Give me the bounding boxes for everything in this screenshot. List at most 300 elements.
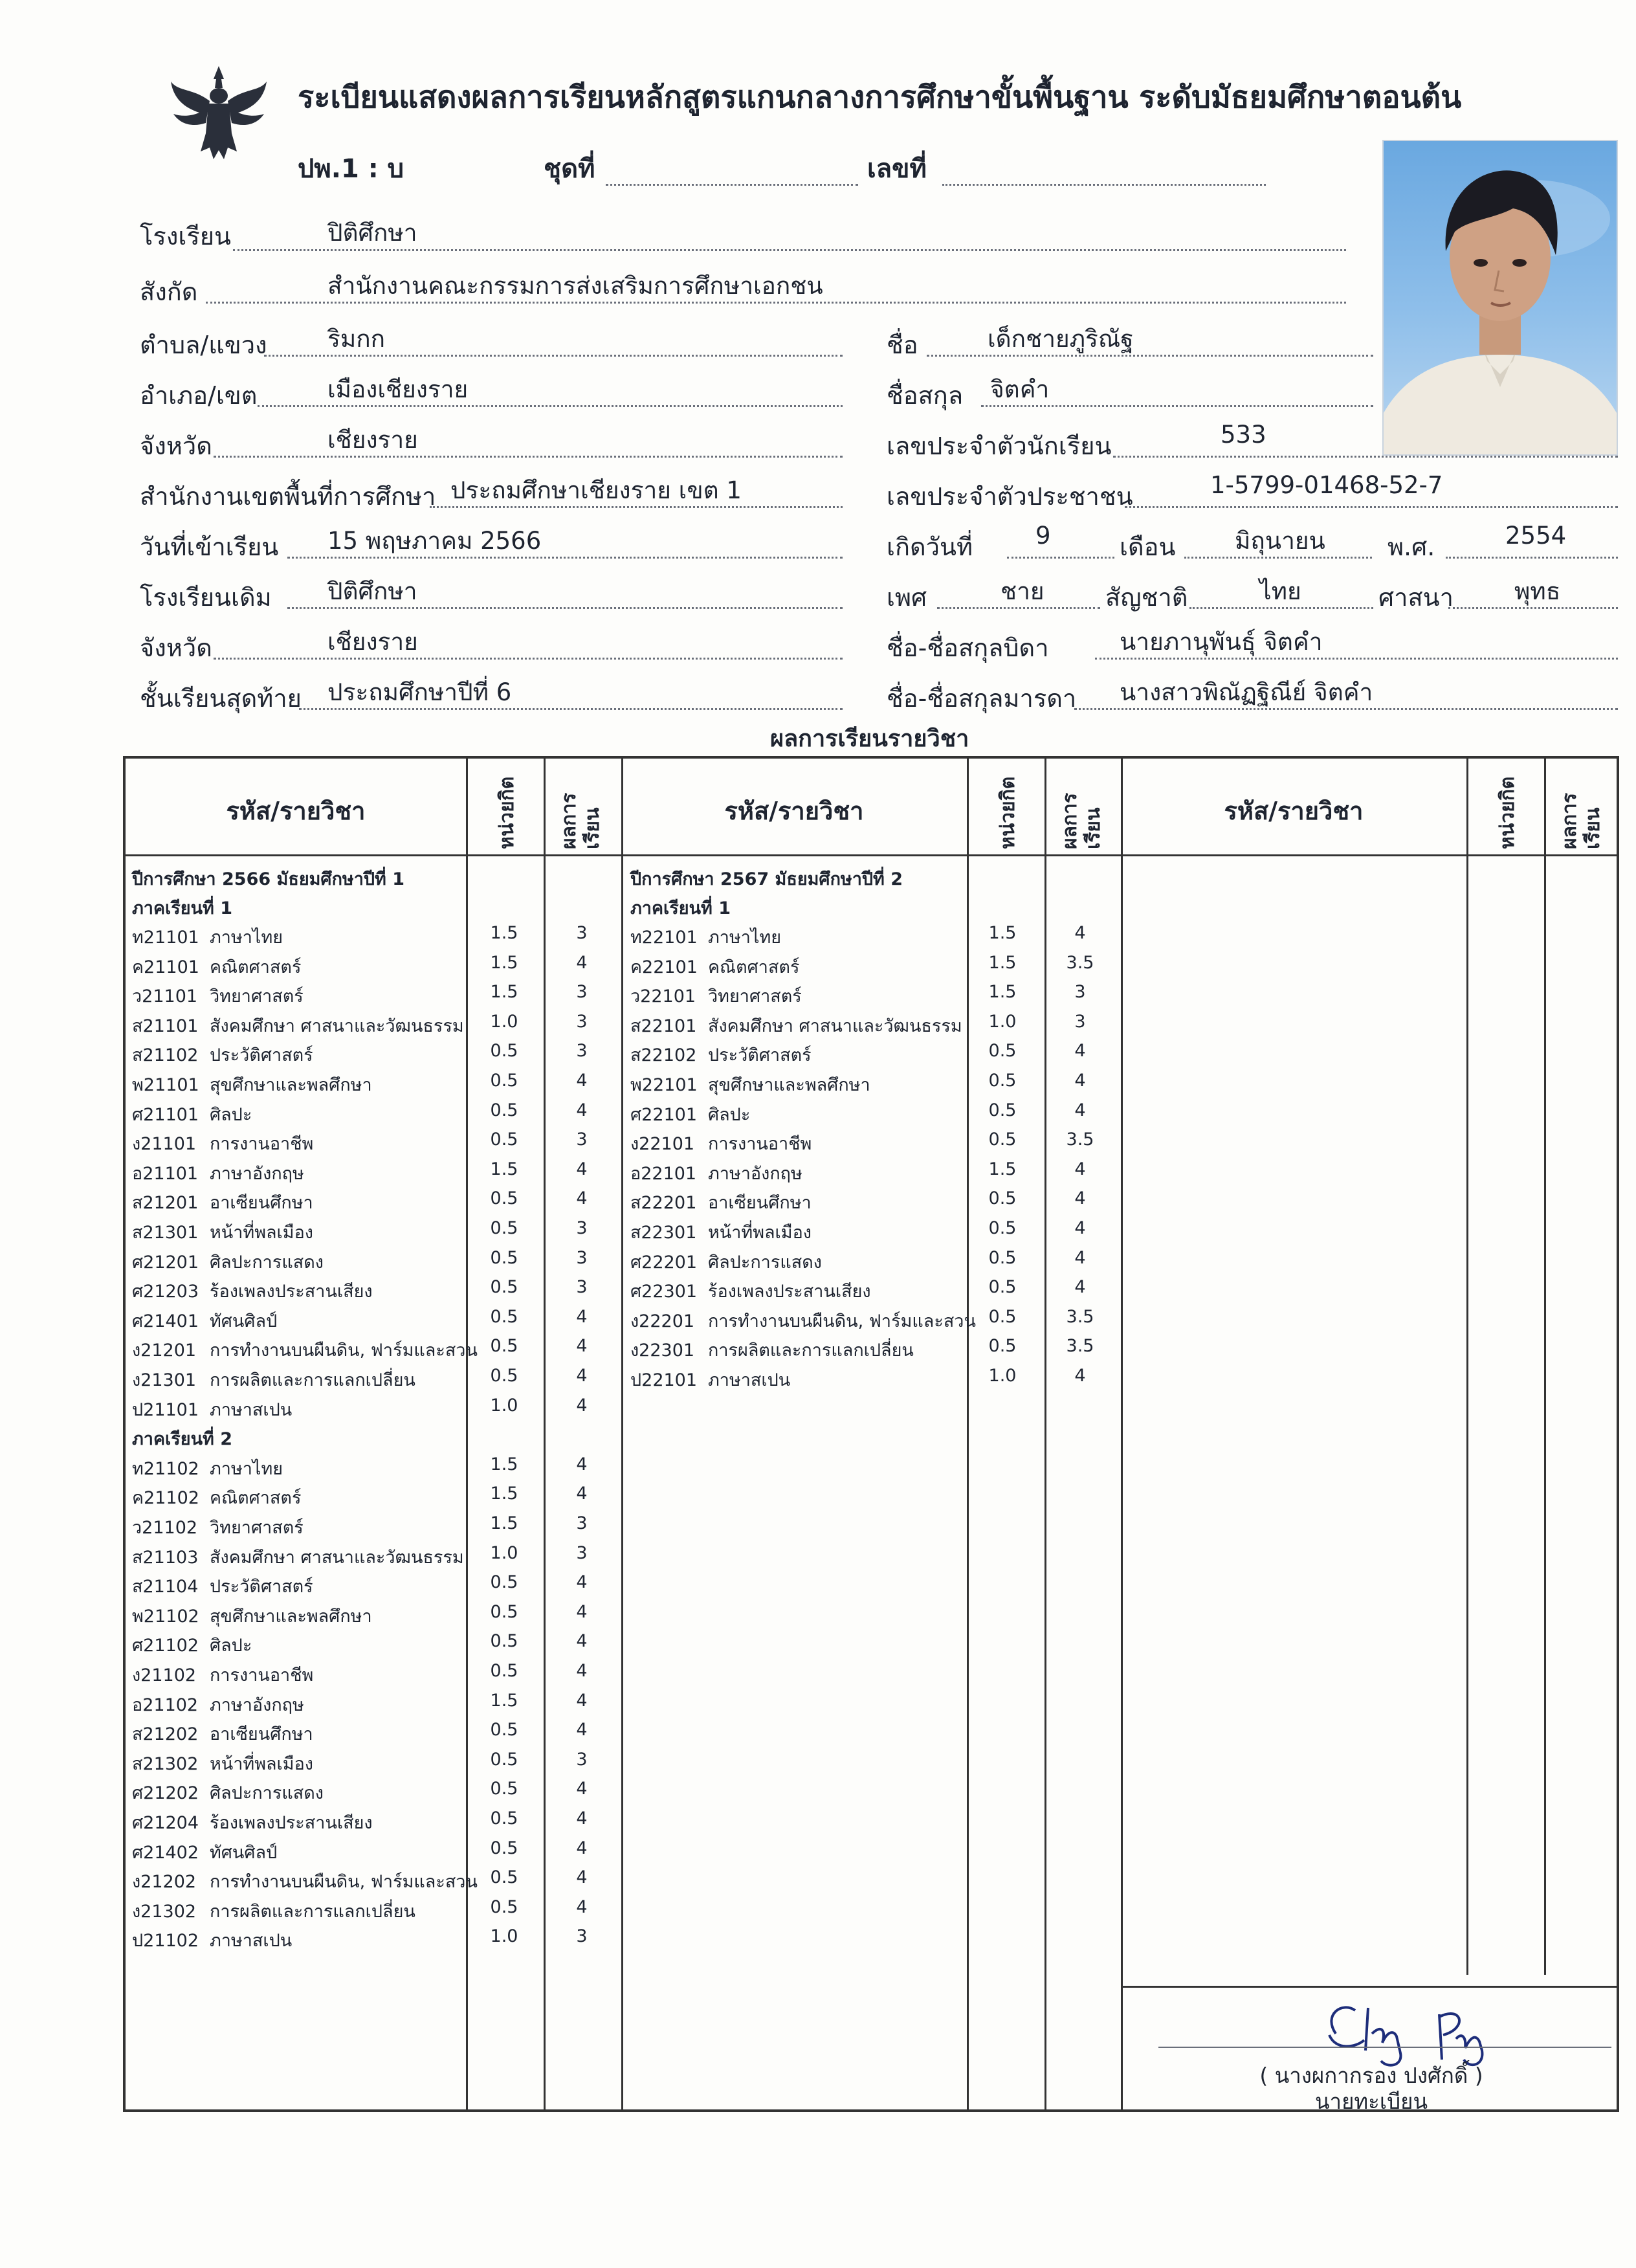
credit-value: 0.5 (988, 1100, 1017, 1120)
subject-name: ร้องเพลงประสานเสียง (210, 1813, 373, 1833)
affiliation-label: สังกัด (140, 278, 198, 306)
subject-code: ง21201 (132, 1340, 197, 1361)
credit-value: 1.5 (988, 952, 1017, 973)
subject-name: วิทยาศาสตร์ (210, 1518, 304, 1538)
subject-code: ส21102 (132, 1045, 199, 1066)
col-subject-header-1: รหัส/รายวิชา (226, 797, 366, 825)
grade-value: 4 (576, 1690, 588, 1711)
subject-name: สังคมศึกษา ศาสนาและวัฒนธรรม (210, 1016, 464, 1036)
mother-label: ชื่อ-ชื่อสกุลมารดา (887, 684, 1077, 713)
subject-name: การผลิตและการแลกเปลี่ยน (210, 1901, 415, 1922)
grade-value: 4 (1074, 1277, 1086, 1298)
subject-name: การทำงานบนผืนดิน, ฟาร์มและสวน (210, 1340, 478, 1361)
credit-value: 0.5 (490, 1838, 518, 1858)
credit-value: 0.5 (490, 1218, 518, 1238)
subject-name: อาเซียนศึกษา (708, 1193, 812, 1214)
student-photo (1382, 140, 1618, 456)
subject-name: ภาษาไทย (210, 928, 283, 948)
religion-label: ศาสนา (1378, 583, 1454, 612)
col-grade-header-1: ผลการเรียน (558, 792, 604, 849)
col-credit-header-2: หน่วยกิต (997, 776, 1019, 849)
credit-value: 0.5 (988, 1218, 1017, 1238)
subject-code: ว21102 (132, 1518, 198, 1538)
table-row (132, 1779, 624, 1808)
affiliation-value: สำนักงานคณะกรรมการส่งเสริมการศึกษาเอกชน (327, 272, 823, 300)
birth-year-line (1446, 557, 1618, 559)
table-row (132, 1218, 624, 1247)
table-row (132, 1661, 624, 1690)
subdistrict-value: ริมกก (327, 325, 386, 353)
subject-name: คณิตศาสตร์ (210, 1488, 302, 1509)
birth-year-value: 2554 (1505, 522, 1567, 550)
birth-year-label: พ.ศ. (1387, 533, 1435, 561)
student-id-label: เลขประจำตัวนักเรียน (887, 432, 1112, 460)
col-subject-header-3: รหัส/รายวิชา (1224, 797, 1364, 825)
table-row (630, 1307, 1122, 1336)
credit-value: 0.5 (490, 1366, 518, 1386)
grade-value: 3 (576, 1218, 588, 1238)
grade-value: 3 (576, 1041, 588, 1062)
subject-code: ท22101 (630, 928, 698, 948)
table-row (630, 1218, 1122, 1247)
col-grade-header-3: ผลการเรียน (1558, 792, 1604, 849)
subject-code: ง21202 (132, 1872, 197, 1893)
subject-code: ส22301 (630, 1223, 697, 1243)
province-label: จังหวัด (140, 432, 212, 460)
area-office-value: ประถมศึกษาเชียงราย เขต 1 (450, 476, 742, 504)
grade-value: 4 (576, 1661, 588, 1681)
table-row (132, 1188, 624, 1217)
grade-value: 4 (576, 1395, 588, 1416)
subject-name: คณิตศาสตร์ (708, 957, 800, 977)
credit-value: 0.5 (988, 1129, 1017, 1150)
subject-code: ส21101 (132, 1016, 199, 1036)
subject-name: หน้าที่พลเมือง (210, 1223, 313, 1243)
subject-code: ค21101 (132, 957, 199, 977)
credit-value: 0.5 (988, 1071, 1017, 1091)
subject-code: ง21101 (132, 1134, 197, 1155)
year1-term2-title: ภาคเรียนที่ 2 (132, 1429, 233, 1450)
credit-value: 0.5 (490, 1277, 518, 1298)
grade-value: 4 (576, 1484, 588, 1504)
results-section-title: ผลการเรียนรายวิชา (770, 726, 969, 752)
subject-name: ทัศนศิลป์ (210, 1311, 278, 1331)
student-id-value: 533 (1221, 421, 1266, 449)
table-row (630, 1277, 1122, 1306)
subject-code: ศ21101 (132, 1104, 199, 1125)
credit-value: 0.5 (490, 1661, 518, 1681)
sex-label: เพศ (887, 583, 927, 612)
subject-code: ศ21202 (132, 1783, 199, 1804)
subject-name: การทำงานบนผืนดิน, ฟาร์มและสวน (708, 1311, 976, 1331)
grade-value: 4 (576, 1100, 588, 1120)
subject-name: คณิตศาสตร์ (210, 957, 302, 977)
table-row (132, 1159, 624, 1188)
subject-name: สุขศึกษาและพลศึกษา (210, 1606, 372, 1627)
grade-value: 4 (1074, 1100, 1086, 1120)
subject-name: ภาษาไทย (708, 928, 782, 948)
grade-value: 4 (576, 1366, 588, 1386)
mother-value: นางสาวพิณัฏฐิณีย์ จิตคำ (1120, 678, 1373, 706)
table-row (132, 1572, 624, 1601)
subject-code: ง21301 (132, 1370, 197, 1390)
table-row (132, 1366, 624, 1395)
table-row (630, 1188, 1122, 1217)
col-credit-header-1: หน่วยกิต (496, 776, 518, 849)
number-field (942, 184, 1266, 186)
subject-name: ศิลปะการแสดง (210, 1783, 324, 1804)
subject-code: ส22101 (630, 1016, 697, 1036)
credit-value: 0.5 (988, 1188, 1017, 1209)
table-row (132, 1336, 624, 1365)
credit-value: 1.5 (490, 1454, 518, 1474)
subject-name: ร้องเพลงประสานเสียง (708, 1282, 871, 1302)
grade-value: 4 (576, 1159, 588, 1179)
subject-name: ภาษาอังกฤษ (708, 1163, 802, 1184)
subject-name: วิทยาศาสตร์ (210, 986, 304, 1007)
subject-name: ศิลปะ (708, 1104, 751, 1125)
credit-value: 1.5 (490, 1484, 518, 1504)
subject-code: ว21101 (132, 986, 198, 1007)
table-row (630, 1248, 1122, 1277)
credit-value: 1.0 (988, 1011, 1017, 1032)
subject-code: ท21101 (132, 928, 199, 948)
subject-code: ง21302 (132, 1901, 197, 1922)
subject-code: ศ21102 (132, 1636, 199, 1656)
grade-value: 4 (1074, 1188, 1086, 1209)
subject-name: การงานอาชีพ (210, 1665, 314, 1685)
subject-name: สุขศึกษาและพลศึกษา (210, 1075, 372, 1095)
subject-name: ศิลปะ (210, 1636, 252, 1656)
credit-value: 0.5 (988, 1277, 1017, 1298)
subject-name: อาเซียนศึกษา (210, 1193, 313, 1214)
grade-value: 4 (1074, 1247, 1086, 1268)
grade-value: 3 (1074, 982, 1086, 1003)
subject-name: ภาษาไทย (210, 1458, 283, 1479)
table-row (132, 1129, 624, 1159)
grade-value: 4 (1074, 1366, 1086, 1386)
document-title: ระเบียนแสดงผลการเรียนหลักสูตรแกนกลางการศึกษาขั้นพื้นฐาน ระดับมัธยมศึกษาตอนต้น (298, 80, 1462, 115)
credit-value: 0.5 (988, 1306, 1017, 1327)
credit-value: 1.0 (988, 1366, 1017, 1386)
name-label: ชื่อ (887, 331, 918, 359)
credit-value: 1.5 (490, 952, 518, 973)
citizen-id-label: เลขประจำตัวประชาชน (887, 482, 1133, 511)
grade-value: 3 (576, 1247, 588, 1268)
header-divider (126, 854, 1617, 856)
last-grade-label: ชั้นเรียนสุดท้าย (140, 684, 302, 713)
year2-term1-title: ภาคเรียนที่ 1 (630, 898, 731, 918)
signature-line (1158, 2047, 1611, 2048)
credit-value: 0.5 (988, 1247, 1017, 1268)
religion-value: พุทธ (1514, 577, 1561, 605)
grade-value: 4 (576, 952, 588, 973)
table-row (132, 1012, 624, 1041)
subject-name: วิทยาศาสตร์ (708, 986, 802, 1007)
subject-name: ศิลปะการแสดง (708, 1252, 822, 1273)
prev-province-value: เชียงราย (327, 628, 418, 656)
table-row (630, 1041, 1122, 1070)
credit-value: 1.0 (490, 1395, 518, 1416)
grade-value: 4 (576, 1631, 588, 1652)
table-row (132, 1100, 624, 1129)
col-divider (1544, 759, 1546, 1975)
district-value: เมืองเชียงราย (327, 375, 469, 403)
citizen-id-line (1125, 506, 1618, 508)
col-subject-header-2: รหัส/รายวิชา (724, 797, 864, 825)
credit-value: 0.5 (490, 1631, 518, 1652)
subject-name: ศิลปะ (210, 1104, 252, 1125)
prev-school-label: โรงเรียนเดิม (140, 583, 272, 612)
citizen-id-value: 1-5799-01468-52-7 (1210, 471, 1443, 499)
subject-name: การงานอาชีพ (210, 1134, 314, 1155)
subject-code: ง22101 (630, 1134, 695, 1155)
table-row (132, 1454, 624, 1484)
subject-name: สุขศึกษาและพลศึกษา (708, 1075, 870, 1095)
province-value: เชียงราย (327, 426, 418, 454)
subject-name: ศิลปะการแสดง (210, 1252, 324, 1273)
credit-value: 0.5 (490, 1306, 518, 1327)
subject-code: พ22101 (630, 1075, 698, 1095)
grade-value: 4 (1074, 1218, 1086, 1238)
grade-value: 3 (1074, 1011, 1086, 1032)
birth-day-line (1007, 557, 1114, 559)
col-divider (1466, 759, 1468, 1975)
year1-title: ปีการศึกษา 2566 มัธยมศึกษาปีที่ 1 (132, 869, 405, 889)
number-label: เลขที่ (867, 154, 927, 184)
credit-value: 0.5 (490, 1601, 518, 1622)
subject-code: ส22102 (630, 1045, 697, 1066)
credit-value: 1.5 (490, 1159, 518, 1179)
table-row (630, 982, 1122, 1011)
grade-value: 4 (576, 1454, 588, 1474)
table-row (132, 1720, 624, 1749)
grade-value: 4 (576, 1779, 588, 1799)
grade-value: 3.5 (1066, 1306, 1094, 1327)
credit-value: 0.5 (490, 1867, 518, 1888)
grade-value: 4 (1074, 1159, 1086, 1179)
table-row (132, 1484, 624, 1513)
table-row (132, 1543, 624, 1572)
subject-code: ศ21401 (132, 1311, 199, 1331)
grade-value: 4 (576, 1306, 588, 1327)
credit-value: 1.5 (988, 982, 1017, 1003)
subject-name: ภาษาสเปน (708, 1370, 791, 1390)
grade-value: 3 (576, 1542, 588, 1563)
subject-code: อ21101 (132, 1163, 199, 1184)
table-row (132, 953, 624, 982)
table-row (132, 1513, 624, 1542)
credit-value: 1.5 (490, 982, 518, 1003)
credit-value: 0.5 (490, 1749, 518, 1770)
credit-value: 0.5 (490, 1572, 518, 1593)
nationality-label: สัญชาติ (1105, 583, 1188, 612)
birth-day-value: 9 (1035, 522, 1051, 550)
subject-name: หน้าที่พลเมือง (708, 1223, 812, 1243)
credit-value: 1.5 (490, 1513, 518, 1533)
credit-value: 1.5 (490, 1690, 518, 1711)
grade-value: 4 (576, 1572, 588, 1593)
subdistrict-label: ตำบล/แขวง (140, 331, 267, 359)
credit-value: 0.5 (490, 1129, 518, 1150)
credit-value: 1.5 (988, 923, 1017, 943)
credit-value: 1.5 (988, 1159, 1017, 1179)
registrar-position: นายทะเบียน (1314, 2089, 1428, 2114)
credit-value: 0.5 (490, 1720, 518, 1740)
table-row (132, 1041, 624, 1070)
year2-title: ปีการศึกษา 2567 มัธยมศึกษาปีที่ 2 (630, 869, 903, 889)
province-line (214, 456, 843, 458)
grade-value: 3 (576, 1513, 588, 1533)
table-row (132, 1867, 624, 1896)
table-row (630, 1012, 1122, 1041)
subject-code: ส21302 (132, 1753, 199, 1774)
grade-value: 3 (576, 1277, 588, 1298)
grade-value: 4 (576, 1071, 588, 1091)
table-row (132, 923, 624, 952)
subject-code: ท21102 (132, 1458, 199, 1479)
subject-code: อ22101 (630, 1163, 697, 1184)
table-row (132, 1602, 624, 1631)
grade-value: 4 (1074, 1041, 1086, 1062)
set-label: ชุดที่ (544, 154, 595, 184)
subject-name: ภาษาสเปน (210, 1399, 293, 1420)
table-row (630, 1100, 1122, 1129)
subject-code: ส21104 (132, 1577, 199, 1597)
set-field (606, 184, 858, 186)
subject-code: ศ21402 (132, 1842, 199, 1863)
subject-code: ส21201 (132, 1193, 199, 1214)
credit-value: 1.5 (490, 923, 518, 943)
school-value: ปิติศึกษา (327, 219, 417, 247)
credit-value: 1.0 (490, 1542, 518, 1563)
subject-name: อาเซียนศึกษา (210, 1724, 313, 1745)
credit-value: 0.5 (490, 1779, 518, 1799)
credit-value: 0.5 (490, 1336, 518, 1357)
grade-value: 3.5 (1066, 1336, 1094, 1357)
signature-divider (1121, 1986, 1617, 1988)
table-row (132, 1750, 624, 1779)
birth-month-value: มิถุนายน (1235, 527, 1325, 555)
subject-name: ทัศนศิลป์ (210, 1842, 278, 1863)
table-row (132, 1808, 624, 1838)
subject-name: ประวัติศาสตร์ (708, 1045, 812, 1066)
subject-name: ภาษาอังกฤษ (210, 1163, 304, 1184)
subject-name: การงานอาชีพ (708, 1134, 812, 1155)
grade-value: 4 (576, 1720, 588, 1740)
credit-value: 0.5 (490, 1071, 518, 1091)
table-row (132, 1926, 624, 1955)
grade-value: 4 (576, 1601, 588, 1622)
grade-value: 4 (1074, 923, 1086, 943)
table-row (132, 1307, 624, 1336)
table-row (132, 1631, 624, 1660)
grade-value: 3 (576, 1749, 588, 1770)
grade-value: 4 (576, 1867, 588, 1888)
subject-code: ง22201 (630, 1311, 695, 1331)
subject-name: สังคมศึกษา ศาสนาและวัฒนธรรม (210, 1547, 464, 1568)
subject-code: ค21102 (132, 1488, 199, 1509)
subject-code: ศ22201 (630, 1252, 698, 1273)
table-row (630, 953, 1122, 982)
subject-code: ป22101 (630, 1370, 698, 1390)
subject-name: การผลิตและการแลกเปลี่ยน (708, 1340, 914, 1361)
table-row (132, 1248, 624, 1277)
table-row (630, 1129, 1122, 1159)
subject-name: ภาษาสเปน (210, 1931, 293, 1951)
col-grade-header-2: ผลการเรียน (1059, 792, 1105, 849)
table-row (630, 923, 1122, 952)
prev-province-label: จังหวัด (140, 634, 212, 662)
table-row (132, 1691, 624, 1720)
table-row (132, 982, 624, 1011)
subject-code: ว22101 (630, 986, 696, 1007)
subject-code: ศ22101 (630, 1104, 698, 1125)
student-id-line (1113, 456, 1618, 458)
birth-month-label: เดือน (1120, 533, 1176, 561)
table-row (132, 1838, 624, 1867)
subject-name: ประวัติศาสตร์ (210, 1045, 313, 1066)
father-value: นายภานุพันธุ์ จิตคำ (1120, 628, 1323, 656)
credit-value: 1.0 (490, 1926, 518, 1947)
sex-value: ชาย (1000, 577, 1045, 605)
table-row (132, 1071, 624, 1100)
subject-code: ศ21204 (132, 1813, 199, 1833)
credit-value: 0.5 (490, 1808, 518, 1829)
subject-code: ศ21201 (132, 1252, 199, 1273)
subject-code: พ21102 (132, 1606, 199, 1627)
table-row (630, 1366, 1122, 1395)
grade-value: 4 (576, 1838, 588, 1858)
grade-value: 3 (576, 1011, 588, 1032)
subject-name: การทำงานบนผืนดิน, ฟาร์มและสวน (210, 1872, 478, 1893)
table-row (630, 1071, 1122, 1100)
registrar-name: ( นางผกากรอง ปงศักดิ์ ) (1259, 2063, 1483, 2088)
subject-code: ป21102 (132, 1931, 199, 1951)
district-label: อำเภอ/เขต (140, 381, 258, 410)
grade-value: 4 (576, 1808, 588, 1829)
subject-code: ส21103 (132, 1547, 199, 1568)
surname-value: จิตคำ (990, 375, 1050, 403)
col-credit-header-3: หน่วยกิต (1496, 776, 1519, 849)
form-code: ปพ.1 : บ (298, 154, 404, 184)
credit-value: 0.5 (988, 1041, 1017, 1062)
subject-name: หน้าที่พลเมือง (210, 1753, 313, 1774)
subject-code: ส21202 (132, 1724, 199, 1745)
school-label: โรงเรียน (140, 222, 232, 250)
name-value: เด็กชายภูริณัฐ (988, 325, 1134, 353)
credit-value: 0.5 (490, 1188, 518, 1209)
subject-code: ง21102 (132, 1665, 197, 1685)
credit-value: 0.5 (490, 1100, 518, 1120)
grade-value: 3.5 (1066, 952, 1094, 973)
subject-code: ส22201 (630, 1193, 697, 1214)
credit-value: 0.5 (490, 1896, 518, 1917)
grade-value: 3.5 (1066, 1129, 1094, 1150)
credit-value: 0.5 (490, 1041, 518, 1062)
credit-value: 0.5 (988, 1336, 1017, 1357)
year1-term1-title: ภาคเรียนที่ 1 (132, 898, 233, 918)
entry-date-label: วันที่เข้าเรียน (140, 533, 279, 561)
subject-code: พ21101 (132, 1075, 199, 1095)
subject-name: ภาษาอังกฤษ (210, 1695, 304, 1715)
surname-label: ชื่อสกุล (887, 381, 964, 410)
entry-date-value: 15 พฤษภาคม 2566 (327, 527, 542, 555)
birth-day-label: เกิดวันที่ (887, 533, 973, 561)
table-row (630, 1336, 1122, 1365)
prev-province-line (214, 658, 843, 660)
grade-value: 3 (576, 982, 588, 1003)
